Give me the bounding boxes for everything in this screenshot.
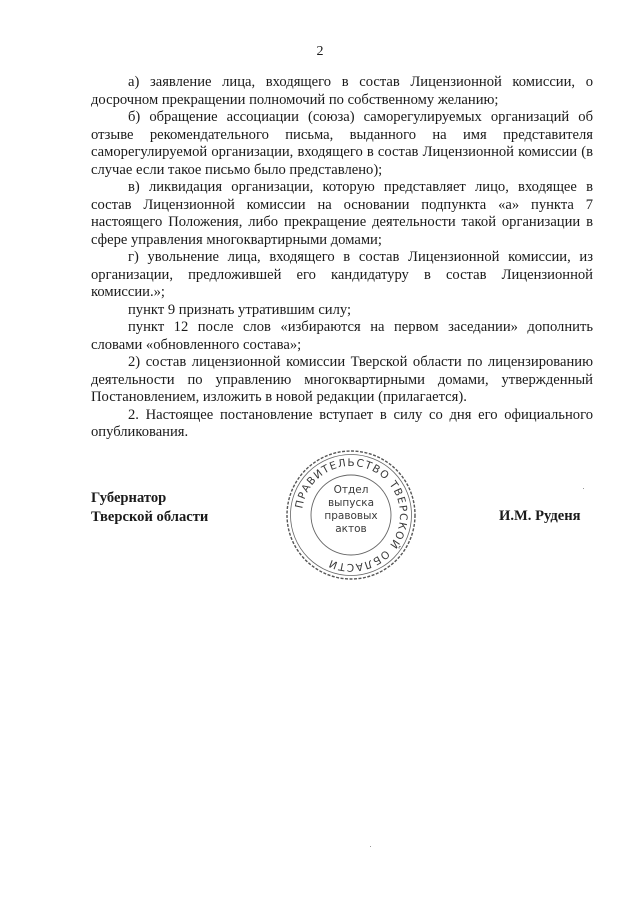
paragraph-point-12: пункт 12 после слов «избираются на первом заседании» дополнить словами «обновленного состава»; <box>91 319 593 353</box>
signatory-title <box>91 489 208 527</box>
signatory-title-line-2: Тверской области <box>91 509 209 525</box>
paragraph-commission-composition: 2) состав лицензионной комиссии Тверской области по лицензированию деятельности по управлению многоквартирными домами, утвержденный Постановлением, изложить в новой редакции (прилагается). <box>91 354 593 405</box>
stamp-center-line-1: Отдел <box>333 484 369 496</box>
paragraph-item-b: б) обращение ассоциации (союза) саморегулируемых организаций об отзыве рекомендательного письма, выданного на имя представителя саморегулируемой организации, входящего в состав Лицензионной комиссии (в случае если такое письмо было представлено); <box>91 109 593 178</box>
stamp-ring-text: ПРАВИТЕЛЬСТВО ТВЕРСКОЙ ОБЛАСТИ <box>293 456 410 574</box>
paragraph-item-a: а) заявление лица, входящего в состав Лицензионной комиссии, о досрочном прекращении полномочий по собственному желанию; <box>91 74 593 108</box>
paragraph-point-9: пункт 9 признать утратившим силу; <box>128 301 352 318</box>
paragraph-effective-date: 2. Настоящее постановление вступает в силу со дня его официального опубликования. <box>91 406 593 440</box>
scan-speck <box>370 846 371 847</box>
page-number: 2 <box>316 44 324 59</box>
official-stamp <box>283 447 419 583</box>
stamp-center-line-2: выпуска <box>327 497 375 509</box>
stamp-center-line-3: правовых <box>324 510 378 522</box>
paragraph-item-v: в) ликвидация организации, которую представляет лицо, входящее в состав Лицензионной комиссии на основании подпункта «а» пункта 7 настоящего Положения, либо прекращение деятельности такой организации в сфере управления многоквартирными домами; <box>91 179 593 248</box>
paragraph-item-g: г) увольнение лица, входящего в состав Лицензионной комиссии, из организации, предложившей его кандидатуру в состав Лицензионной комиссии.»; <box>91 249 593 300</box>
stamp-center-text <box>283 484 419 536</box>
stamp-center-line-4: актов <box>335 523 367 535</box>
signatory-title-line-1: Губернатор <box>91 490 167 506</box>
scan-speck <box>583 488 584 489</box>
signatory-name: И.М. Руденя <box>499 508 581 524</box>
document-body <box>91 74 593 442</box>
